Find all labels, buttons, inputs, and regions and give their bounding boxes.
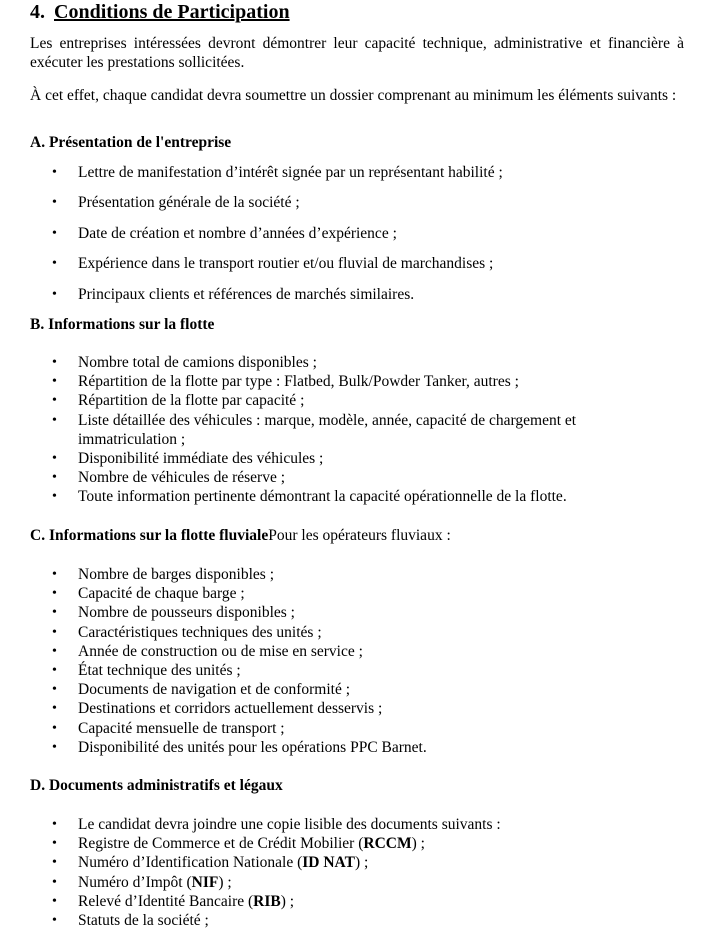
subsection-d-list xyxy=(30,815,684,930)
list-item: • Registre de Commerce et de Crédit Mobilier (RCCM) ; xyxy=(52,835,425,853)
list-item: • Capacité mensuelle de transport ; xyxy=(52,719,285,737)
list-item: • Caractéristiques techniques des unités ; xyxy=(52,623,322,641)
list-item: • Nombre de véhicules de réserve ; xyxy=(52,469,286,487)
bullet-icon: • xyxy=(52,663,57,679)
subsection-a-list xyxy=(30,163,684,315)
bullet-icon: • xyxy=(52,855,57,871)
list-item: • Lettre de manifestation d’intérêt signée par un représentant habilité ; xyxy=(52,164,503,181)
intro-paragraph-2: À cet effet, chaque candidat devra soumettre un dossier comprenant au minimum les éléments suivants : xyxy=(30,87,677,104)
list-item: • État technique des unités ; xyxy=(52,662,241,680)
bullet-icon: • xyxy=(52,701,57,717)
bullet-icon: • xyxy=(52,874,57,890)
bullet-icon: • xyxy=(52,470,57,486)
bullet-icon: • xyxy=(52,893,57,909)
list-item: • Nombre de pousseurs disponibles ; xyxy=(52,604,295,622)
list-item: • Relevé d’Identité Bancaire (RIB) ; xyxy=(52,892,295,910)
list-item: • Disponibilité immédiate des véhicules ; xyxy=(52,450,324,468)
list-item: • Toute information pertinente démontrant la capacité opérationnelle de la flotte. xyxy=(52,488,567,506)
bullet-icon: • xyxy=(52,720,57,736)
section-title: Conditions de Participation xyxy=(54,1,290,23)
list-item: • Disponibilité des unités pour les opérations PPC Barnet. xyxy=(52,738,427,756)
list-item: • Répartition de la flotte par type : Flatbed, Bulk/Powder Tanker, autres ; xyxy=(52,373,519,391)
bullet-icon: • xyxy=(52,586,57,602)
list-item: • Nombre total de camions disponibles ; xyxy=(52,354,317,371)
bullet-icon: • xyxy=(52,913,57,929)
bullet-icon: • xyxy=(52,836,57,852)
bullet-icon: • xyxy=(52,817,57,832)
bullet-icon: • xyxy=(52,489,57,505)
bullet-icon: • xyxy=(52,256,57,272)
bullet-icon: • xyxy=(52,225,57,241)
list-item: • Destinations et corridors actuellement desservis ; xyxy=(52,700,383,718)
list-item: • Date de création et nombre d’années d’expérience ; xyxy=(52,224,397,242)
list-item: • Numéro d’Identification Nationale (ID NAT) ; xyxy=(52,854,369,872)
acronym-rccm: RCCM xyxy=(363,835,412,853)
subsection-c-list xyxy=(30,565,684,757)
acronym-rib: RIB xyxy=(253,892,281,910)
list-item: • Documents de navigation et de conformité ; xyxy=(52,681,351,699)
list-item: • Principaux clients et références de marchés similaires. xyxy=(52,285,415,303)
bullet-icon: • xyxy=(52,682,57,698)
list-item: • Capacité de chaque barge ; xyxy=(52,585,245,603)
list-item: • Numéro d’Impôt (NIF) ; xyxy=(52,873,232,891)
section-heading xyxy=(30,0,290,24)
subsection-c-heading: C. Informations sur la flotte fluvialePour les opérateurs fluviaux : xyxy=(30,527,451,544)
intro-paragraph-1: Les entreprises intéressées devront démontrer leur capacité technique, administrative et financière à exécuter les prestations sollicitées. xyxy=(30,35,684,71)
subsection-b-heading: B. Informations sur la flotte xyxy=(30,316,215,333)
bullet-icon: • xyxy=(52,355,57,370)
subsection-c-heading-suffix: Pour les opérateurs fluviaux : xyxy=(268,527,451,544)
bullet-icon: • xyxy=(52,412,57,428)
list-item: • Expérience dans le transport routier et/ou fluvial de marchandises ; xyxy=(52,255,494,273)
acronym-nif: NIF xyxy=(191,873,219,891)
list-item: • Le candidat devra joindre une copie lisible des documents suivants : xyxy=(52,816,501,833)
bullet-icon: • xyxy=(52,567,57,582)
bullet-icon: • xyxy=(52,739,57,755)
subsection-b-list xyxy=(30,353,684,507)
list-item: • Année de construction ou de mise en service ; xyxy=(52,642,363,660)
acronym-id-nat: ID NAT xyxy=(302,854,355,872)
bullet-icon: • xyxy=(52,643,57,659)
bullet-icon: • xyxy=(52,451,57,467)
bullet-icon: • xyxy=(52,165,57,180)
bullet-icon: • xyxy=(52,605,57,621)
bullet-icon: • xyxy=(52,286,57,302)
subsection-d-heading: D. Documents administratifs et légaux xyxy=(30,777,283,794)
bullet-icon: • xyxy=(52,624,57,640)
list-item: • Statuts de la société ; xyxy=(52,912,209,930)
list-item: • Nombre de barges disponibles ; xyxy=(52,566,275,583)
list-item: • Présentation générale de la société ; xyxy=(52,194,300,212)
section-number: 4. xyxy=(30,1,45,23)
subsection-a-heading: A. Présentation de l'entreprise xyxy=(30,134,232,151)
list-item: • Répartition de la flotte par capacité ; xyxy=(52,392,305,410)
list-item: • Liste détaillée des véhicules : marque, modèle, année, capacité de chargement et immatriculation ; xyxy=(52,411,577,448)
bullet-icon: • xyxy=(52,195,57,211)
bullet-icon: • xyxy=(52,393,57,409)
bullet-icon: • xyxy=(52,374,57,390)
